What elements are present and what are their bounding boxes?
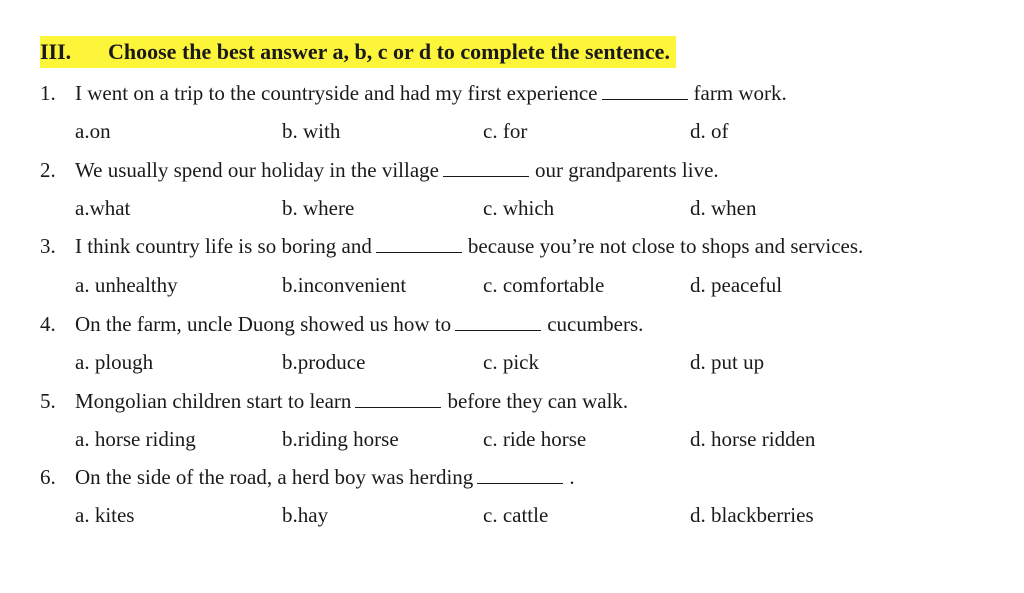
question-number: 6.: [40, 465, 56, 489]
section-instruction: Choose the best answer a, b, c or d to complete the sentence.: [108, 39, 670, 64]
question-text-before: We usually spend our holiday in the village: [75, 158, 439, 182]
option-a: a. kites: [75, 503, 135, 527]
question-text-after: before they can walk.: [447, 389, 629, 413]
question-text-after: cucumbers.: [547, 312, 644, 336]
question-1: [40, 78, 787, 108]
option-c: c. which: [483, 196, 555, 220]
question-3: [40, 231, 863, 261]
question-number: 2.: [40, 158, 56, 182]
question-text-after: .: [569, 465, 575, 489]
option-a: a. plough: [75, 350, 154, 374]
question-number: 4.: [40, 312, 56, 336]
answer-blank: [443, 158, 529, 177]
question-number: 5.: [40, 389, 56, 413]
option-c: c. cattle: [483, 503, 549, 527]
answer-blank: [355, 389, 441, 408]
option-d: d. horse ridden: [690, 427, 816, 451]
option-d: d. blackberries: [690, 503, 814, 527]
question-text-before: On the side of the road, a herd boy was herding: [75, 465, 474, 489]
question-number: 1.: [40, 81, 56, 105]
question-text-before: I think country life is so boring and: [75, 234, 372, 258]
option-b: b. where: [282, 196, 355, 220]
options-3: [75, 271, 975, 299]
option-b: b.hay: [282, 503, 329, 527]
question-2: [40, 155, 719, 185]
question-number: 3.: [40, 234, 56, 258]
option-d: d. when: [690, 196, 757, 220]
section-number: III.: [40, 39, 72, 64]
answer-blank: [477, 465, 563, 484]
option-b: b. with: [282, 119, 341, 143]
question-6: [40, 462, 575, 492]
question-5: [40, 386, 628, 416]
option-d: d. peaceful: [690, 273, 783, 297]
option-a: a.what: [75, 196, 131, 220]
options-2: [75, 194, 975, 222]
option-c: c. ride horse: [483, 427, 587, 451]
question-text-before: I went on a trip to the countryside and had my first experience: [75, 81, 598, 105]
options-6: [75, 501, 975, 529]
option-b: b.inconvenient: [282, 273, 407, 297]
option-a: a. horse riding: [75, 427, 196, 451]
option-d: d. put up: [690, 350, 765, 374]
option-d: d. of: [690, 119, 729, 143]
answer-blank: [602, 81, 688, 100]
question-text-after: because you’re not close to shops and services.: [467, 234, 864, 258]
option-c: c. pick: [483, 350, 539, 374]
option-c: c. for: [483, 119, 528, 143]
question-text-after: our grandparents live.: [534, 158, 719, 182]
options-4: [75, 348, 975, 376]
question-4: [40, 309, 643, 339]
option-b: b.produce: [282, 350, 366, 374]
option-b: b.riding horse: [282, 427, 399, 451]
section-heading: [40, 36, 676, 68]
answer-blank: [376, 234, 462, 253]
question-text-before: On the farm, uncle Duong showed us how to: [75, 312, 452, 336]
question-text-after: farm work.: [693, 81, 787, 105]
option-a: a.on: [75, 119, 111, 143]
option-a: a. unhealthy: [75, 273, 178, 297]
question-text-before: Mongolian children start to learn: [75, 389, 352, 413]
answer-blank: [455, 312, 541, 331]
options-1: [75, 117, 975, 145]
option-c: c. comfortable: [483, 273, 605, 297]
options-5: [75, 425, 975, 453]
